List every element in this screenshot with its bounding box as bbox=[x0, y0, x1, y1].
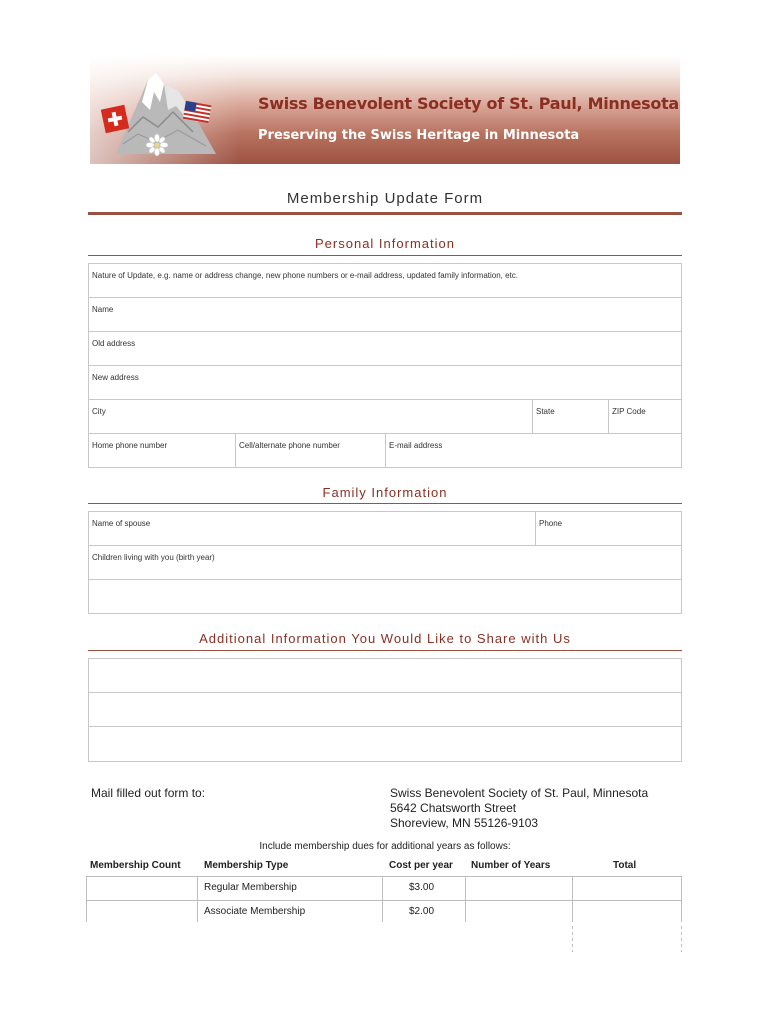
organization-tagline: Preserving the Swiss Heritage in Minnesota bbox=[258, 128, 580, 143]
name-row bbox=[89, 298, 681, 332]
children-row bbox=[89, 546, 681, 580]
title-rule bbox=[88, 212, 682, 215]
dues-table-rule bbox=[86, 900, 682, 901]
dues-table-divider bbox=[572, 876, 573, 922]
name-label: Name bbox=[92, 305, 114, 314]
email-label: E-mail address bbox=[389, 441, 443, 450]
mailing-address-line: Shoreview, MN 55126-9103 bbox=[390, 816, 539, 830]
family-info-rule bbox=[88, 503, 682, 504]
associate-years-input[interactable] bbox=[468, 902, 571, 922]
additional-info-heading: Additional Information You Would Like to Share with Us bbox=[199, 631, 571, 646]
associate-count-input[interactable] bbox=[88, 902, 196, 922]
nature-row bbox=[89, 264, 681, 298]
name-field[interactable] bbox=[89, 298, 681, 331]
additional-line-2 bbox=[89, 693, 681, 727]
dues-table-divider bbox=[382, 876, 383, 922]
additional-line-3 bbox=[89, 727, 681, 761]
children-extra-field[interactable] bbox=[89, 580, 681, 614]
membership-count-header: Membership Count bbox=[90, 860, 181, 871]
us-flag-icon bbox=[182, 100, 212, 126]
email-field[interactable] bbox=[386, 434, 681, 468]
children-field[interactable] bbox=[89, 546, 681, 579]
old-address-label: Old address bbox=[92, 339, 136, 348]
new-address-label: New address bbox=[92, 373, 139, 382]
zip-label: ZIP Code bbox=[612, 407, 646, 416]
regular-years-input[interactable] bbox=[468, 878, 571, 899]
additional-line-1 bbox=[89, 659, 681, 693]
family-info-heading: Family Information bbox=[322, 485, 448, 500]
regular-membership-type: Regular Membership bbox=[204, 882, 297, 893]
mailing-address bbox=[390, 786, 648, 831]
city-row bbox=[89, 400, 681, 434]
dues-table-rule bbox=[86, 876, 682, 877]
spouse-row bbox=[89, 512, 681, 546]
additional-field-1[interactable] bbox=[89, 659, 681, 692]
city-field[interactable] bbox=[89, 400, 533, 433]
cell-phone-field[interactable] bbox=[236, 434, 386, 468]
home-phone-field[interactable] bbox=[89, 434, 236, 468]
personal-info-rule bbox=[88, 255, 682, 256]
personal-info-form bbox=[88, 263, 682, 468]
dues-table bbox=[86, 876, 682, 924]
dues-table-divider bbox=[197, 876, 198, 922]
old-address-field[interactable] bbox=[89, 332, 681, 365]
spouse-phone-field[interactable] bbox=[536, 512, 681, 545]
additional-info-rule bbox=[88, 650, 682, 651]
nature-of-update-field[interactable] bbox=[89, 264, 681, 297]
zip-field[interactable] bbox=[609, 400, 681, 433]
additional-info-form bbox=[88, 658, 682, 762]
mailing-address-line: Swiss Benevolent Society of St. Paul, Minnesota bbox=[390, 786, 649, 800]
additional-field-3[interactable] bbox=[89, 727, 681, 761]
regular-total-input[interactable] bbox=[575, 878, 680, 899]
nature-of-update-label: Nature of Update, e.g. name or address change, new phone numbers or e-mail address, updated family information, etc. bbox=[92, 271, 519, 280]
membership-type-header: Membership Type bbox=[204, 860, 289, 871]
edelweiss-icon bbox=[146, 134, 168, 156]
spouse-name-label: Name of spouse bbox=[92, 519, 151, 528]
city-label: City bbox=[92, 407, 106, 416]
dues-table-divider bbox=[86, 876, 87, 922]
number-of-years-header: Number of Years bbox=[471, 860, 551, 871]
dues-note: Include membership dues for additional years as follows: bbox=[259, 841, 511, 852]
new-address-field[interactable] bbox=[89, 366, 681, 399]
total-header: Total bbox=[613, 860, 637, 871]
associate-membership-type: Associate Membership bbox=[204, 906, 306, 917]
phone-row bbox=[89, 434, 681, 468]
state-field[interactable] bbox=[533, 400, 609, 433]
home-phone-label: Home phone number bbox=[92, 441, 168, 450]
mail-to-label: Mail filled out form to: bbox=[91, 786, 206, 800]
old-address-row bbox=[89, 332, 681, 366]
dues-table-dashed-divider bbox=[572, 926, 573, 952]
form-title: Membership Update Form bbox=[286, 190, 484, 207]
mailing-address-line: 5642 Chatsworth Street bbox=[390, 801, 517, 815]
organization-title: Swiss Benevolent Society of St. Paul, Minnesota bbox=[258, 94, 679, 113]
personal-info-heading: Personal Information bbox=[315, 236, 455, 251]
new-address-row bbox=[89, 366, 681, 400]
associate-membership-cost: $2.00 bbox=[409, 906, 435, 917]
header-banner bbox=[90, 56, 680, 164]
associate-total-input[interactable] bbox=[575, 902, 680, 922]
family-info-form bbox=[88, 511, 682, 614]
spouse-name-field[interactable] bbox=[89, 512, 536, 545]
swiss-flag-icon bbox=[100, 104, 130, 134]
regular-count-input[interactable] bbox=[88, 878, 196, 899]
dues-table-divider bbox=[681, 876, 682, 922]
additional-field-2[interactable] bbox=[89, 693, 681, 726]
regular-membership-cost: $3.00 bbox=[409, 882, 435, 893]
dues-table-dashed-divider bbox=[681, 926, 682, 952]
dues-table-divider bbox=[465, 876, 466, 922]
cell-phone-label: Cell/alternate phone number bbox=[239, 441, 340, 450]
cost-per-year-header: Cost per year bbox=[389, 860, 453, 871]
children-extra-row bbox=[89, 580, 681, 614]
spouse-phone-label: Phone bbox=[539, 519, 563, 528]
state-label: State bbox=[536, 407, 555, 416]
children-label: Children living with you (birth year) bbox=[92, 553, 215, 562]
